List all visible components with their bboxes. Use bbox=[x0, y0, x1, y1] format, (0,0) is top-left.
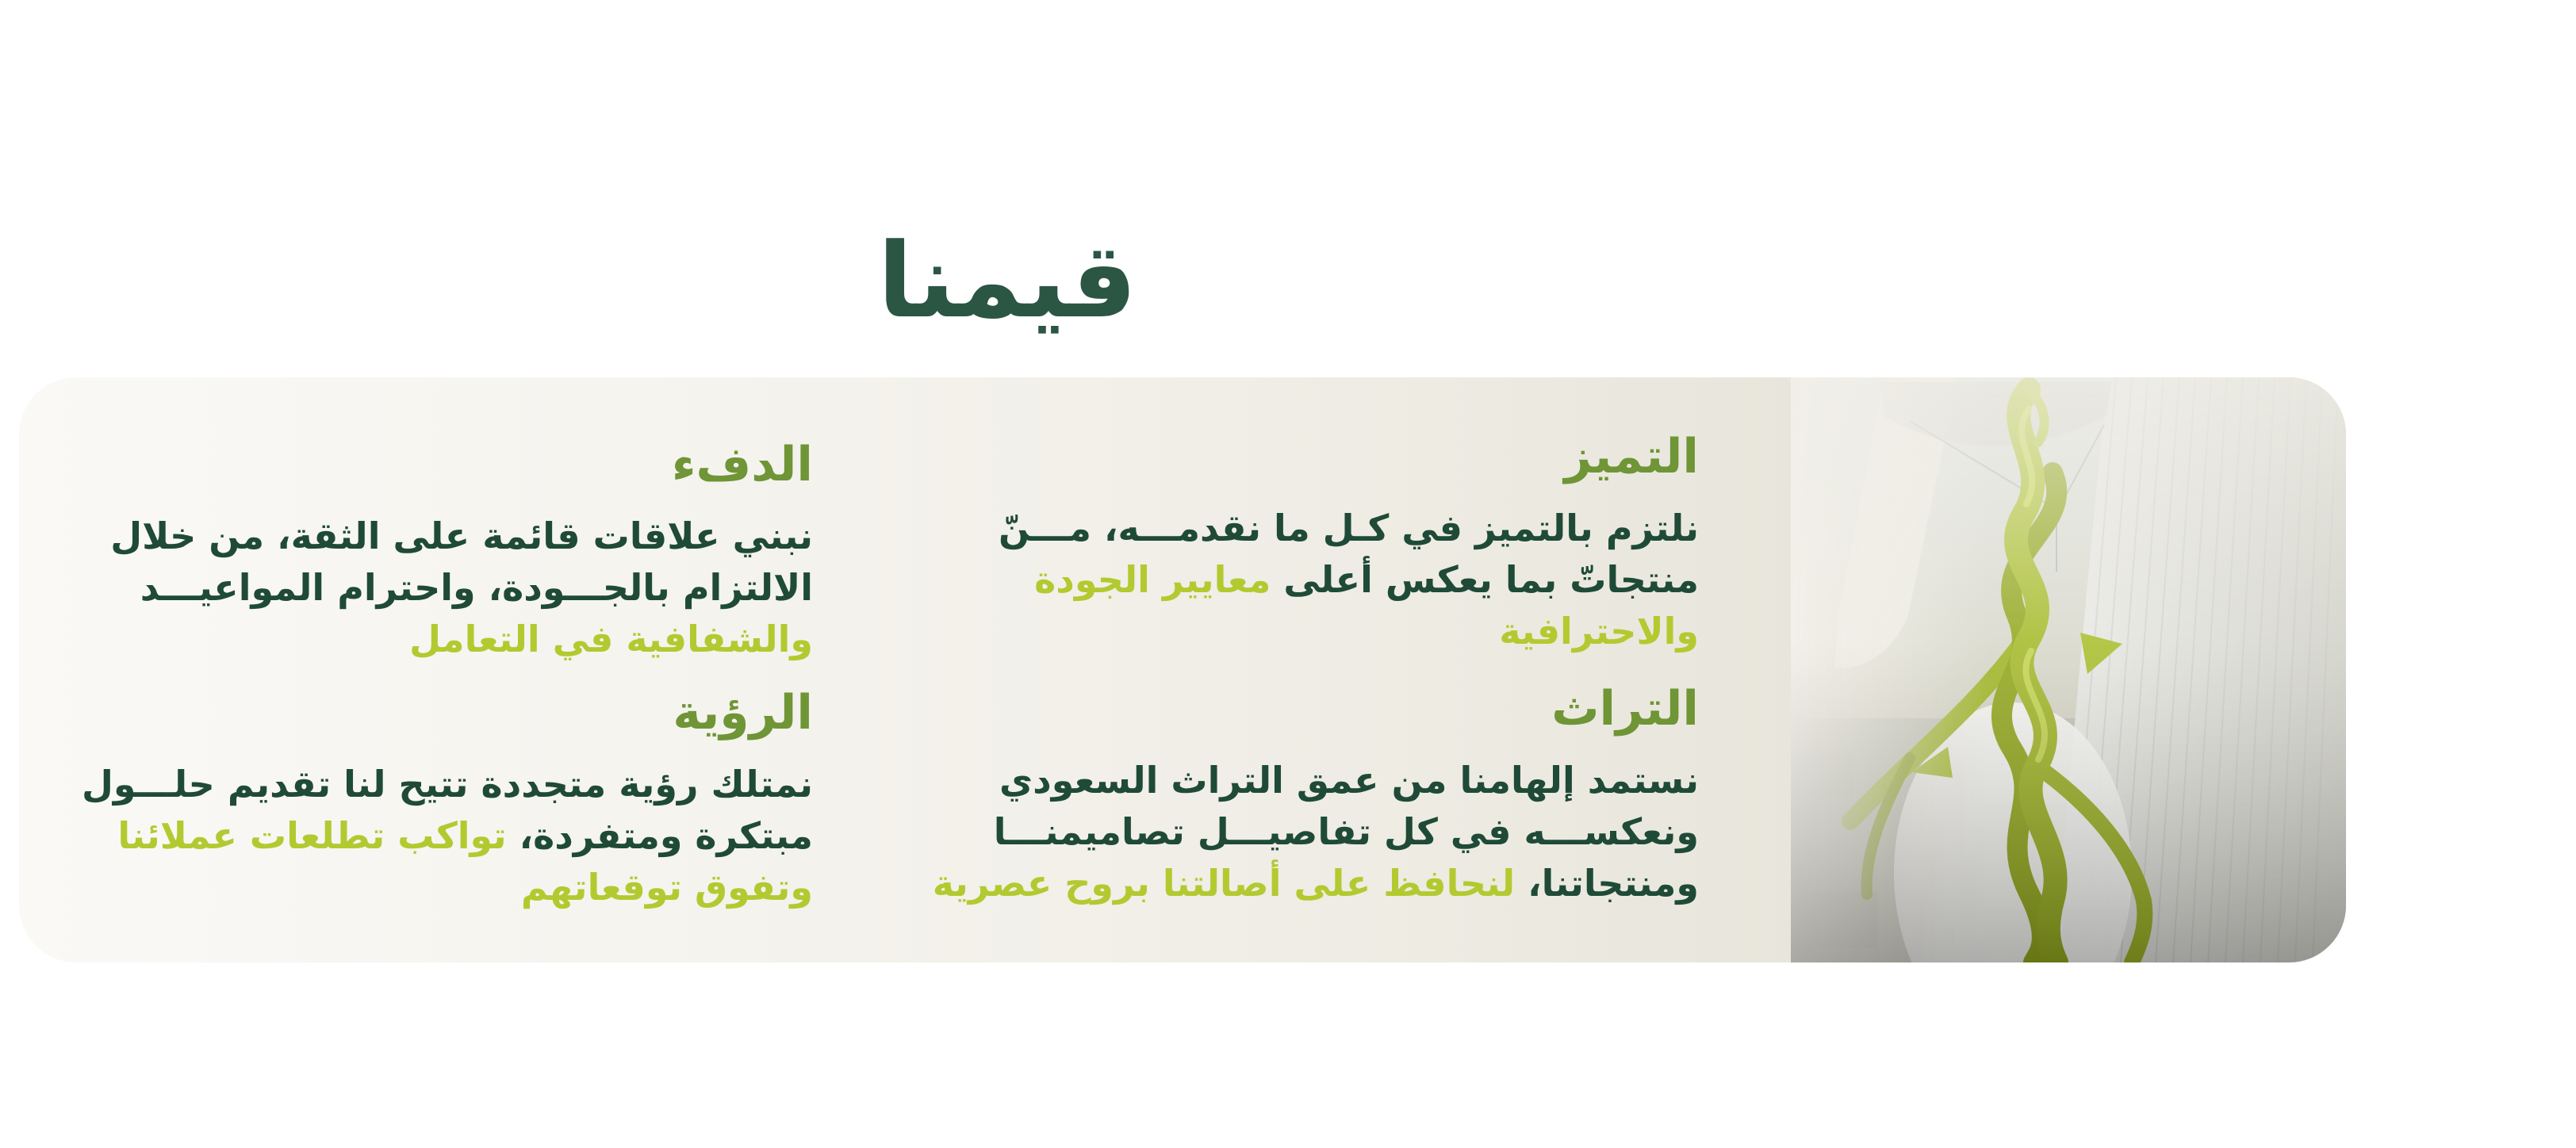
value-section-vision bbox=[81, 685, 813, 913]
text-segment: نلتزم بالتميز في كـل ما نقدمـــه، مـــنّ bbox=[998, 507, 1699, 549]
value-section-text bbox=[99, 511, 813, 665]
kingdom-tower-photo bbox=[1791, 377, 2346, 962]
text-segment: نمتلك رؤية متجددة تتيح لنا تقديم حلـــول bbox=[81, 763, 813, 806]
value-section-excellence bbox=[985, 430, 1699, 657]
value-section-text bbox=[985, 503, 1699, 657]
highlight-segment: تواكب تطلعات عملائنا bbox=[117, 814, 507, 857]
values-card bbox=[19, 377, 2346, 962]
value-section-title: الدفء bbox=[671, 437, 813, 492]
text-segment: نستمد إلهامنا من عمق التراث السعودي bbox=[999, 759, 1699, 802]
text-segment: ومنتجاتنا، bbox=[1515, 862, 1699, 905]
text-segment: نبني علاقات قائمة على الثقة، من خلال bbox=[110, 515, 813, 557]
text-segment: ونعكســـه في كل تفاصيـــل تصاميمنـــا bbox=[993, 810, 1699, 853]
page-title: قيمنا bbox=[877, 220, 1137, 341]
highlight-segment: وتفوق توقعاتهم bbox=[520, 866, 813, 909]
value-section-title: التراث bbox=[1551, 681, 1699, 737]
value-section-warmth bbox=[99, 438, 813, 665]
value-section-title: الرؤية bbox=[673, 685, 813, 740]
text-segment: منتجاتّ بما يعكس أعلى bbox=[1271, 558, 1699, 601]
value-section-title: التميز bbox=[1564, 429, 1699, 484]
text-segment: مبتكرة ومتفردة، bbox=[506, 814, 813, 857]
value-section-text bbox=[81, 759, 813, 913]
value-section-text bbox=[932, 755, 1699, 909]
text-segment: الالتزام بالجـــودة، واحترام المواعيـــد bbox=[140, 566, 813, 609]
highlight-segment: لنحافظ على أصالتنا بروح عصرية bbox=[932, 862, 1516, 905]
value-section-heritage bbox=[932, 681, 1699, 909]
highlight-segment: والاحترافية bbox=[1499, 610, 1699, 652]
highlight-segment: والشفافية في التعامل bbox=[409, 618, 813, 660]
highlight-segment: معايير الجودة bbox=[1034, 558, 1271, 601]
